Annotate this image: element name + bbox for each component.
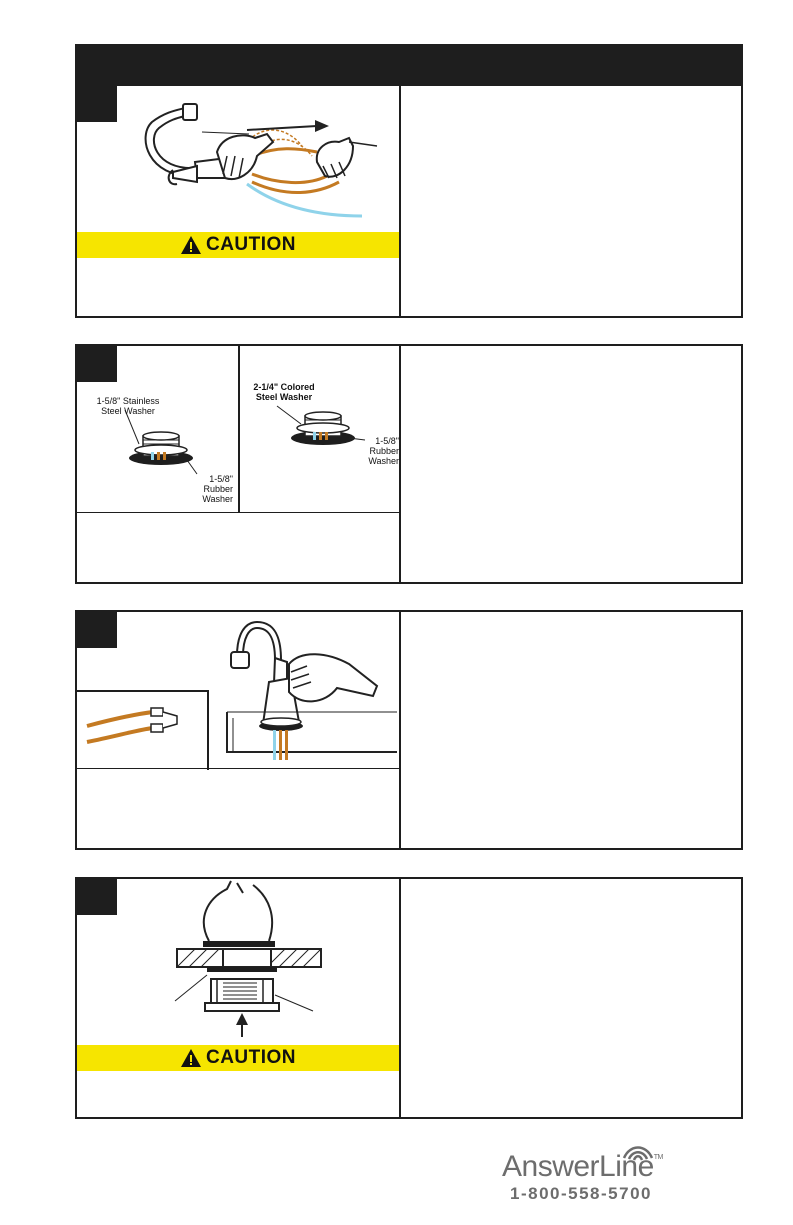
caution-label: CAUTION <box>205 234 297 255</box>
caution-banner <box>77 232 399 258</box>
faucet-placement-illustration <box>77 612 399 768</box>
step-panel-2 <box>75 344 743 584</box>
answerline-brand <box>502 1150 663 1184</box>
warning-triangle-icon <box>180 235 202 255</box>
warning-triangle-icon <box>180 1048 202 1068</box>
section-header-bar <box>75 44 743 84</box>
answerline-phone: 1-800-558-5700 <box>510 1184 652 1203</box>
panel-divider <box>399 879 401 1117</box>
hose-bending-illustration <box>77 86 399 232</box>
step-panel-1 <box>75 84 743 318</box>
answerline-logo <box>502 1140 712 1210</box>
panel-divider <box>399 86 401 316</box>
step-panel-4 <box>75 877 743 1119</box>
answerline-brand-text: AnswerLine <box>502 1150 654 1183</box>
colored-washer-label: 2-1/4" Colored Steel Washer <box>253 382 315 402</box>
stainless-washer-label: 1-5/8" Stainless Steel Washer <box>96 396 160 416</box>
panel-divider <box>399 612 401 848</box>
rubber-washer-label-right: 1-5/8" Rubber Washer <box>368 436 399 466</box>
mounting-nut-illustration <box>77 879 399 1045</box>
caution-banner <box>77 1045 399 1071</box>
rubber-washer-label-left: 1-5/8" Rubber Washer <box>202 474 233 504</box>
illustration-caption-divider <box>77 512 399 513</box>
caution-label: CAUTION <box>205 1047 297 1068</box>
trademark-mark: TM <box>653 1154 663 1161</box>
washer-install-illustration <box>77 346 399 512</box>
step-panel-3 <box>75 610 743 850</box>
panel-divider <box>399 346 401 582</box>
